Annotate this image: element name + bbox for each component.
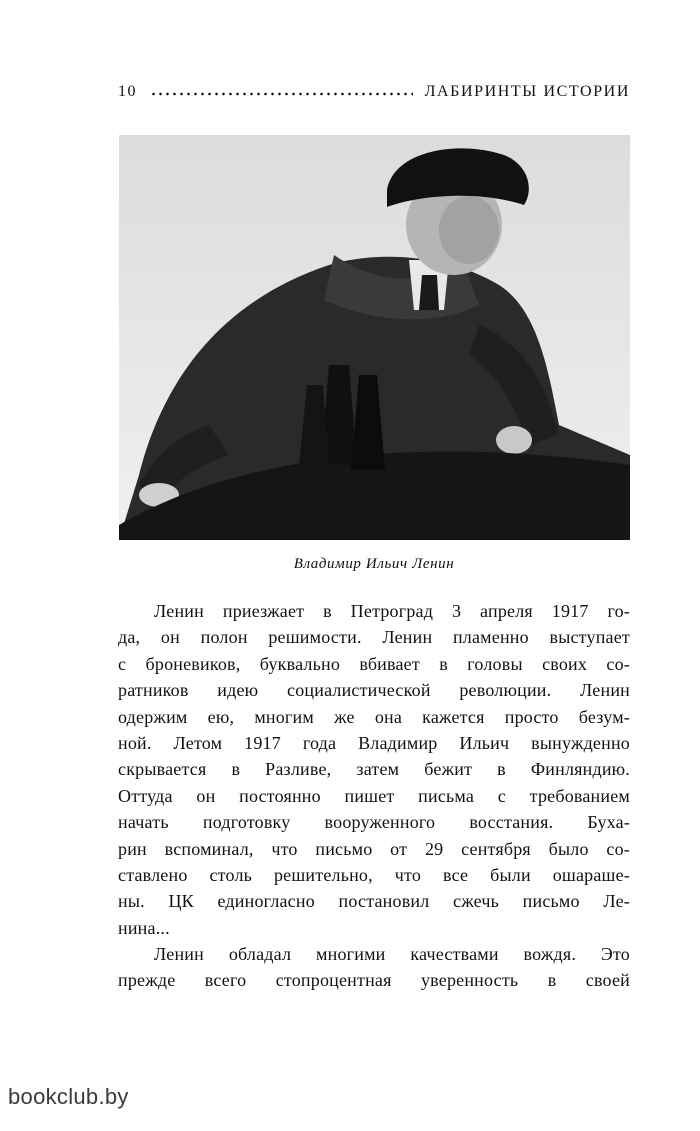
text-line: прежде всего стопроцентная уверенность в своей xyxy=(118,970,630,991)
text-line: одержим ею, многим же она кажется просто безум- xyxy=(118,706,630,727)
page-number: 10 xyxy=(118,83,137,100)
text-line: ратников идею социалистической революции. Ленин xyxy=(118,680,630,701)
section-title: ЛАБИРИНТЫ ИСТОРИИ xyxy=(424,83,630,100)
text-line: начать подготовку вооруженного восстания. Буха- xyxy=(118,812,630,833)
text-line: ставлено столь решительно, что все были ошараше- xyxy=(118,864,630,885)
running-head xyxy=(118,80,630,104)
watermark: bookclub.by xyxy=(8,1084,129,1109)
text-line: Ленин приезжает в Петроград 3 апреля 1917 го- xyxy=(154,601,630,621)
figure-caption: Владимир Ильич Ленин xyxy=(293,556,455,572)
leader-dots xyxy=(150,92,413,96)
text-line: нина... xyxy=(118,917,170,938)
text-line: рин вспоминал, что письмо от 29 сентября было со- xyxy=(118,838,630,859)
portrait-illustration xyxy=(119,135,630,540)
text-line: да, он полон решимости. Ленин пламенно выступает xyxy=(118,627,630,648)
portrait-photo xyxy=(119,135,630,540)
text-line: ны. ЦК единогласно постановил сжечь письмо Ле- xyxy=(118,891,630,912)
text-line: Оттуда он постоянно пишет письма с требованием xyxy=(118,785,630,806)
text-line: скрывается в Разливе, затем бежит в Финляндию. xyxy=(118,759,630,780)
body-text xyxy=(118,598,630,994)
text-line: ной. Летом 1917 года Владимир Ильич вынужденно xyxy=(118,732,630,753)
text-line: с броневиков, буквально вбивает в головы своих со- xyxy=(118,653,630,674)
text-line: Ленин обладал многими качествами вождя. Это xyxy=(154,944,630,965)
